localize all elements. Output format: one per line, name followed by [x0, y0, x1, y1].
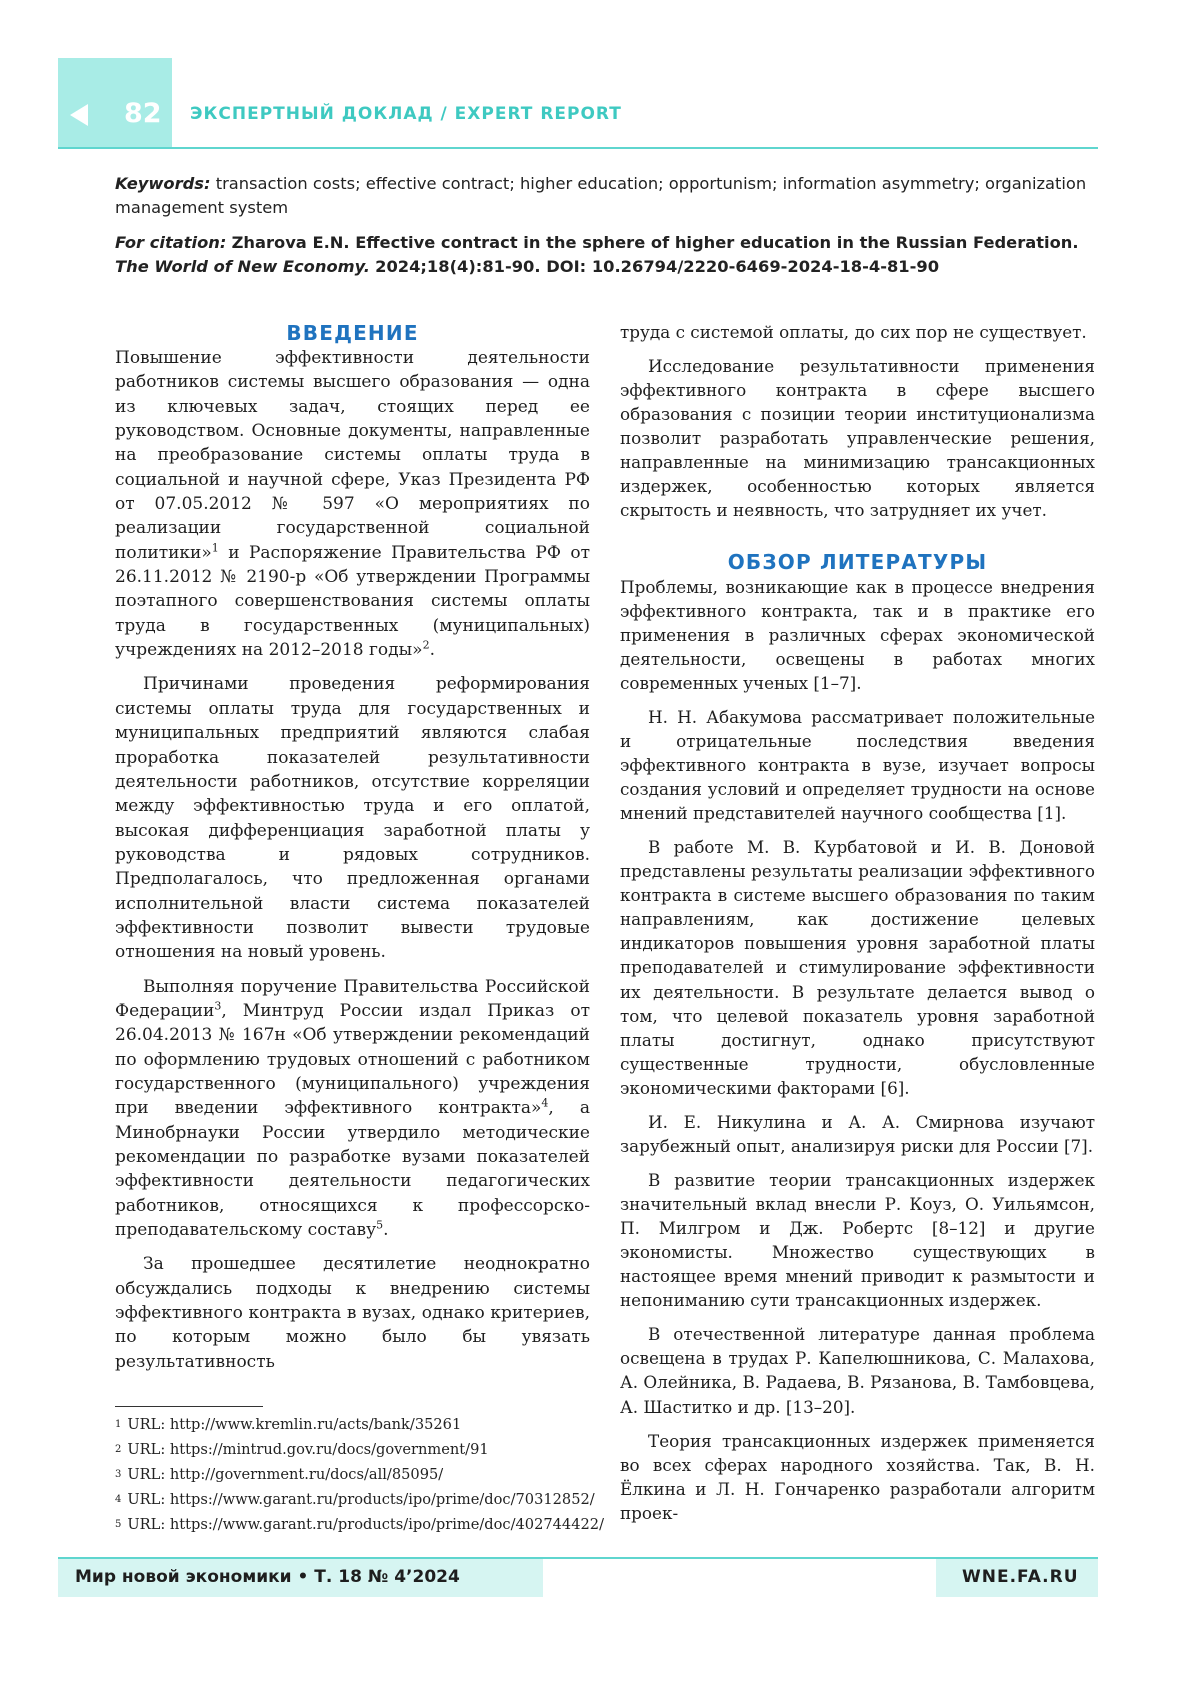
citation [115, 231, 1105, 279]
citation-journal: The World of New Economy. [115, 257, 370, 276]
review-paragraph-3: В работе М. В. Курбатовой и И. В. Доновой представлены результаты реализации эффективного контракта в системе высшего образования по таким направлениям, как достижение целевых индикаторов повышения уровня заработной платы преподавателей и стимулирование эффективности их деятельности. В результате делается вывод о том, что целевой показатель уровня заработной платы достигнут, однако присутствуют существенные трудности, обусловленные экономическими факторами [6]. [620, 837, 1095, 1098]
right-column [620, 320, 1095, 1525]
footnote-ref-2[interactable]: 2 [422, 638, 430, 652]
intro-paragraph-1: Повышение эффективности деятельности работников системы высшего образования — одна из ключевых задач, стоящих перед ее руководством. Основные документы, направленные на преобразование системы оплаты труда в социальной и научной сфере, Указ Президента РФ от 07.05.2012 № 597 «О мероприятиях по реализации государственной социальной политики»$^1$ и Распоряжение Правительства РФ от 26.11.2012 № 2190-р «Об утверждении Программы поэтапного совершенствования системы оплаты труда в государственных (муниципальных) учреждениях на 2012–2018 годы»$^2$. [115, 348, 590, 661]
footnote-4: $^4$ URL: https://www.garant.ru/products/ipo/prime/doc/70312852/ [115, 1491, 595, 1508]
footnote-link-2[interactable]: URL: https://mintrud.gov.ru/docs/government/91 [127, 1441, 489, 1458]
keywords [115, 172, 1105, 220]
footnote-ref-5[interactable]: 5 [376, 1218, 384, 1232]
footnote-ref-3[interactable]: 3 [214, 999, 222, 1013]
footnote-1: $^1$ URL: http://www.kremlin.ru/acts/bank/35261 [115, 1416, 462, 1433]
citation-label: For citation: [115, 233, 227, 252]
review-paragraph-4: И. Е. Никулина и А. А. Смирнова изучают зарубежный опыт, анализируя риски для России [7]. [620, 1111, 1095, 1156]
citation-details: 2024;18(4):81-90. DOI: 10.26794/2220-6469-2024-18-4-81-90 [375, 257, 940, 276]
review-paragraph-1: Проблемы, возникающие как в процессе внедрения эффективного контракта, так и в практике его применения в различных сферах экономической деятельности, освещены в работах многих современных ученых [1–7]. [620, 576, 1095, 693]
review-paragraph-7: Теория трансакционных издержек применяется во всех сферах народного хозяйства. Так, В. Н. Ёлкина и Л. Н. Гончаренко разработали алгоритм проек- [620, 1430, 1095, 1523]
review-paragraph-2: Н. Н. Абакумова рассматривает положительные и отрицательные последствия введения эффективного контракта в вузе, изучает вопросы создания условий и определяет трудности на основе мнений представителей научного сообщества [1]. [620, 706, 1095, 824]
footnotes [115, 1412, 605, 1537]
footnote-link-5[interactable]: URL: https://www.garant.ru/products/ipo/prime/doc/402744422/ [127, 1516, 604, 1533]
footer-site-link[interactable]: WNE.FA.RU [962, 1567, 1079, 1587]
footnote-5: $^5$ URL: https://www.garant.ru/products/ipo/prime/doc/402744422/ [115, 1516, 604, 1533]
section-title: ЭКСПЕРТНЫЙ ДОКЛАД / EXPERT REPORT [190, 104, 622, 124]
footnote-3: $^3$ URL: http://government.ru/docs/all/85095/ [115, 1466, 444, 1483]
review-paragraph-5: В развитие теории трансакционных издержек значительный вклад внесли Р. Коуз, О. Уильямсон, П. Милгром и Дж. Робертс [8–12] и другие экономисты. Множество существующих в настоящее время мнений приводит к размытости и непониманию сути трансакционных издержек. [620, 1169, 1095, 1311]
review-paragraph-6: В отечественной литературе данная проблема освещена в трудах Р. Капелюшникова, С. Малахова, А. Олейника, В. Радаева, В. Рязанова, В. Тамбовцева, А. Шаститко и др. [13–20]. [620, 1324, 1095, 1417]
header-divider [58, 147, 1098, 149]
keywords-text: transaction costs; effective contract; higher education; opportunism; information asymmetry; organization management system [115, 174, 1087, 217]
footnote-ref-1[interactable]: 1 [211, 541, 219, 555]
footer-journal: Мир новой экономики • Т. 18 № 4’2024 [75, 1567, 460, 1587]
citation-text: Zharova E.N. Effective contract in the sphere of higher education in the Russian Federation. [231, 233, 1079, 252]
review-heading: ОБЗОР ЛИТЕРАТУРЫ [727, 549, 988, 574]
footnote-link-4[interactable]: URL: https://www.garant.ru/products/ipo/prime/doc/70312852/ [127, 1491, 595, 1508]
intro-paragraph-3: Выполняя поручение Правительства Российской Федерации$^3$, Минтруд России издал Приказ от 26.04.2013 № 167н «Об утверждении рекомендаций по оформлению трудовых отношений с работником государственного (муниципального) учреждения при введении эффективного контракта»$^4$, а Минобрнауки России утвердило методические рекомендации по разработке вузами показателей эффективности деятельности педагогических работников, относящихся к профессорско-преподавательскому составу$^5$. [115, 976, 590, 1241]
intro-heading: ВВЕДЕНИЕ [286, 321, 419, 345]
intro-paragraph-5: Исследование результативности применения эффективного контракта в сфере высшего образования с позиции теории институционализма позволит разработать управленческие решения, направленные на минимизацию трансакционных издержек, особенностью которых является скрытость и неявность, что затрудняет их учет. [620, 356, 1095, 521]
footnote-2: $^2$ URL: https://mintrud.gov.ru/docs/government/91 [115, 1441, 489, 1458]
intro-paragraph-4: За прошедшее десятилетие неоднократно обсуждались подходы к внедрению системы эффективного контракта в вузах, однако критериев, по которым можно было бы увязать результативность [115, 1254, 590, 1372]
intro-paragraph-4-continued: труда с системой оплаты, до сих пор не существует. [620, 322, 1087, 342]
footnote-link-3[interactable]: URL: http://government.ru/docs/all/85095/ [127, 1466, 444, 1483]
left-column [115, 320, 590, 1374]
footnote-ref-4[interactable]: 4 [541, 1096, 549, 1110]
footer-divider [58, 1557, 1098, 1559]
keywords-label: Keywords: [115, 174, 211, 193]
page-number: 82 [124, 98, 162, 129]
back-arrow-icon[interactable] [70, 104, 88, 126]
footnote-divider [115, 1406, 263, 1407]
intro-paragraph-2: Причинами проведения реформирования системы оплаты труда для государственных и муниципальных предприятий являются слабая проработка показателей результативности деятельности работников, отсутствие корреляции между эффективностью труда и его оплатой, высокая дифференциация заработной платы у руководства и рядовых сотрудников. Предполагалось, что предложенная органами исполнительной власти система показателей эффективности позволит вывести трудовые отношения на новый уровень. [115, 674, 590, 963]
footnote-link-1[interactable]: URL: http://www.kremlin.ru/acts/bank/35261 [127, 1416, 462, 1433]
